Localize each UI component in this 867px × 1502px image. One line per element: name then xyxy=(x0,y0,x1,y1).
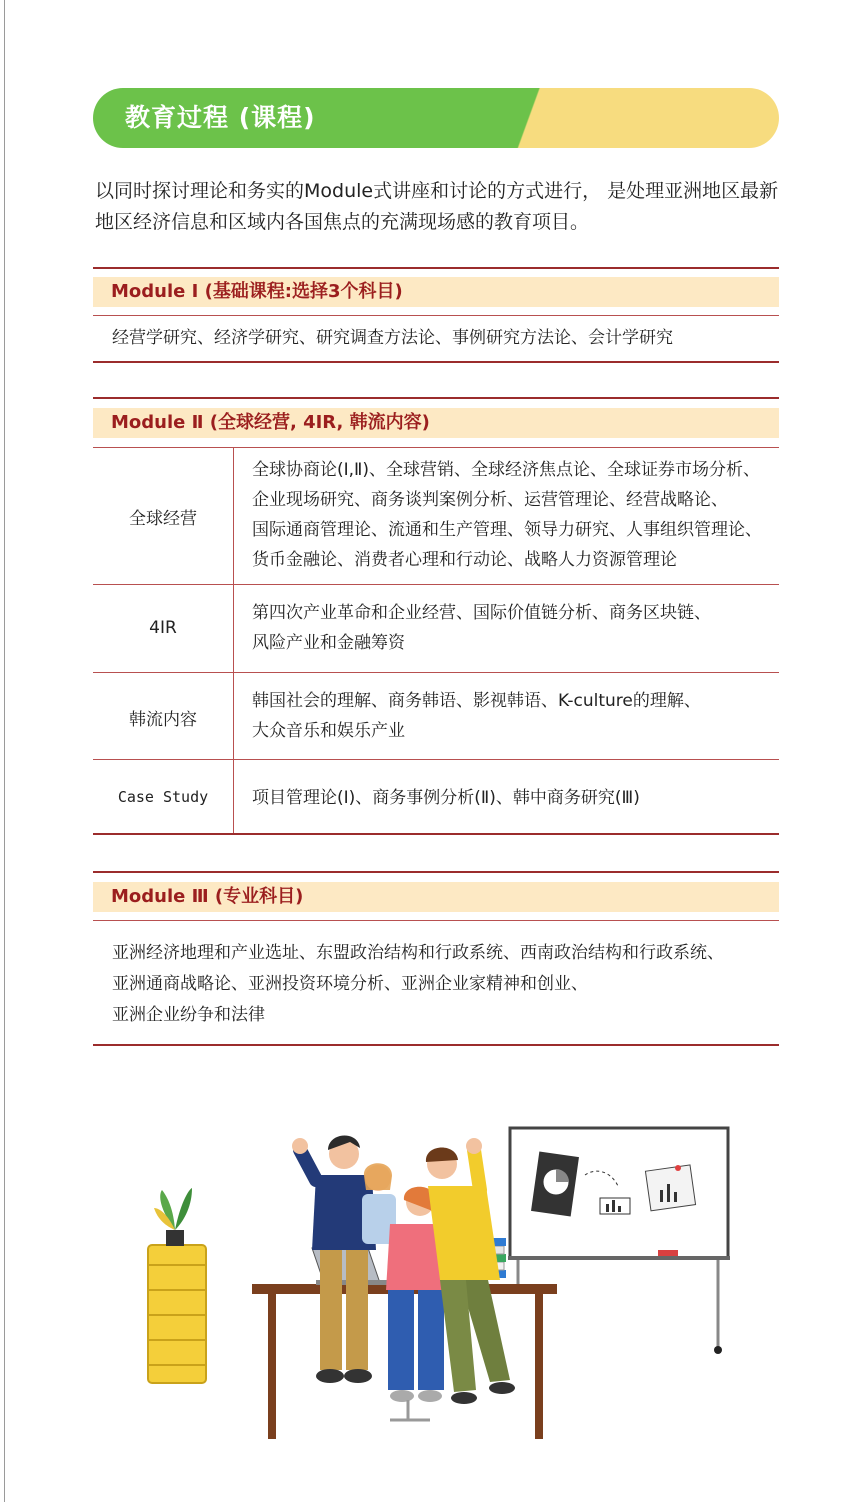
students-illustration xyxy=(140,1120,750,1450)
module3-title: Module Ⅲ (专业科目) xyxy=(111,886,304,907)
module2-header xyxy=(93,408,779,438)
module1-content: 经营学研究、经济学研究、研究调查方法论、事例研究方法论、会计学研究 xyxy=(112,328,673,348)
row-category-case-study: Case Study xyxy=(117,788,209,806)
row-courses-hallyu xyxy=(252,686,772,746)
module3-bottom-rule xyxy=(93,1044,779,1046)
module2-title: Module Ⅱ (全球经营, 4IR, 韩流内容) xyxy=(111,412,430,433)
section-title: 教育过程 (课程) xyxy=(125,103,316,132)
module2-top-rule xyxy=(93,397,779,399)
row-category-4ir: 4IR xyxy=(149,618,177,638)
course-line: 亚洲通商战略论、亚洲投资环境分析、亚洲企业家精神和创业、 xyxy=(112,974,588,994)
section-banner xyxy=(93,88,779,148)
course-line: 第四次产业革命和企业经营、国际价值链分析、商务区块链、 xyxy=(252,603,711,623)
module3-top-rule xyxy=(93,871,779,873)
module1-title: Module Ⅰ (基础课程:选择3个科目) xyxy=(111,281,403,302)
module3-content xyxy=(112,938,724,1031)
page-border xyxy=(4,0,5,1502)
plant-cabinet xyxy=(148,1188,206,1383)
module1-divider xyxy=(93,315,779,316)
course-line: 货币金融论、消费者心理和行动论、战略人力资源管理论 xyxy=(252,550,677,570)
course-line: 大众音乐和娱乐产业 xyxy=(252,721,405,741)
module3-divider xyxy=(93,920,779,921)
row-courses-case-study xyxy=(252,783,772,813)
table-column-divider xyxy=(233,448,234,834)
module1-bottom-rule xyxy=(93,361,779,363)
course-line: 韩国社会的理解、商务韩语、影视韩语、K-culture的理解、 xyxy=(252,691,701,711)
course-line: 全球协商论(Ⅰ,Ⅱ)、全球营销、全球经济焦点论、全球证券市场分析、 xyxy=(252,460,761,480)
module1-header xyxy=(93,277,779,307)
module1-top-rule xyxy=(93,267,779,269)
student-left xyxy=(292,1135,376,1383)
row-separator xyxy=(93,584,779,585)
course-line: 项目管理论(Ⅰ)、商务事例分析(Ⅱ)、韩中商务研究(Ⅲ) xyxy=(252,788,640,808)
row-category-hallyu: 韩流内容 xyxy=(129,710,197,730)
row-courses-4ir xyxy=(252,598,772,658)
course-line: 亚洲企业纷争和法律 xyxy=(112,1005,265,1025)
row-courses-global-management xyxy=(252,455,772,575)
module3-header xyxy=(93,882,779,912)
intro-paragraph: 以同时探讨理论和务实的Module式讲座和讨论的方式进行， 是处理亚洲地区最新地区经济信息和区域内各国焦点的充满现场感的教育项目。 xyxy=(95,180,779,233)
row-separator xyxy=(93,672,779,673)
module2-bottom-rule xyxy=(93,833,779,835)
module2-table xyxy=(93,448,779,835)
course-line: 风险产业和金融筹资 xyxy=(252,633,405,653)
row-separator xyxy=(93,759,779,760)
course-line: 企业现场研究、商务谈判案例分析、运营管理论、经营战略论、 xyxy=(252,490,728,510)
course-line: 国际通商管理论、流通和生产管理、领导力研究、人事组织管理论、 xyxy=(252,520,762,540)
course-line: 亚洲经济地理和产业选址、东盟政治结构和行政系统、西南政治结构和行政系统、 xyxy=(112,943,724,963)
row-category-global-management: 全球经营 xyxy=(129,509,197,529)
